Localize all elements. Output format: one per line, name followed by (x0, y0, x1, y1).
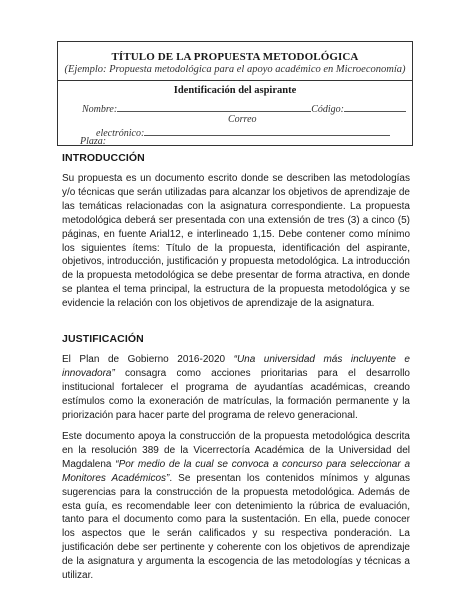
plaza-label: Plaza: (80, 136, 107, 145)
justification-paragraph-1 (62, 353, 410, 423)
just-p1-a: El Plan de Gobierno 2016-2020 (62, 354, 234, 365)
nombre-label: Nombre: (82, 104, 118, 115)
just-p1-quote: “Una universidad más incluyente e innovadora” (62, 354, 410, 379)
title-box (57, 41, 413, 146)
intro-paragraph: Su propuesta es un documento escrito donde se describen las metodologías y/o técnicas que serán utilizadas para alcanzar los objetivos de aprendizaje de las temáticas relacionadas con la asignatura correspondiente. La propuesta metodológica deberá ser presentada con una extensión de tres (3) a cinco (5) páginas, en fuente Arial12, e interlineado 1,15. Debe contener como mínimo los siguientes ítems: Título de la propuesta, identificación del aspirante, objetivos, introducción, justificación y propuesta metodológica. La introducción de la propuesta metodológica se debe presentar de forma atractiva, en donde se plantea el tema principal, la estructura de la propuesta metodológica y se evidencie la relación con los objetivos de aprendizaje de la asignatura. (62, 173, 410, 310)
just-p2-b: . Se presentan los contenidos mínimos y algunas sugerencias para la construcción de la propuesta metodológica. Además de esta guía, es recomendable leer con detenimiento la rúbrica de evaluación, tanto para el documento como para la sustentación. En ella, puede conocer los aspectos que le serán calificados y su respectiva ponderación. La justificación debe ser pertinente y coherente con los objetivos de aprendizaje de la asignatura y argumenta la escogencia de las metodologías y técnicas a utilizar. (62, 472, 410, 582)
electronico-label: electrónico: (96, 128, 145, 139)
intro-heading: INTRODUCCIÓN (62, 152, 145, 164)
document-title: TÍTULO DE LA PROPUESTA METODOLÓGICA (111, 51, 359, 63)
correo-row (228, 114, 257, 125)
applicant-identification-title: Identificación del aspirante (173, 85, 297, 96)
document-subtitle: (Ejemplo: Propuesta metodológica para el apoyo académico en Microeconomía) (64, 64, 406, 75)
nombre-field[interactable] (117, 102, 311, 112)
justification-heading: JUSTIFICACIÓN (62, 333, 144, 345)
correo-label: Correo (228, 114, 257, 125)
just-p2-a: Este documento apoya la construcción de la propuesta metodológica descrita en la resolución 389 de la Vicerrectoría Académica de la Universidad del Magdalena (62, 431, 410, 470)
justification-paragraph-2 (62, 430, 410, 583)
title-divider (58, 80, 412, 81)
just-p2-quote: “Por medio de la cual se convoca a concurso para seleccionar a Monitores Académicos” (62, 458, 411, 484)
plaza-clip (58, 128, 412, 145)
codigo-field[interactable] (344, 102, 406, 112)
codigo-label: Código: (311, 104, 344, 115)
plaza-row (80, 136, 106, 145)
just-p1-b: consagra como acciones prioritarias para el desarrollo institucional fortalecer el programa de ayudantías académicas, creando estímulos como la exoneración de matrículas, la formación permanente y la priorización para hacer parte del programa de relevo generacional. (62, 367, 410, 421)
